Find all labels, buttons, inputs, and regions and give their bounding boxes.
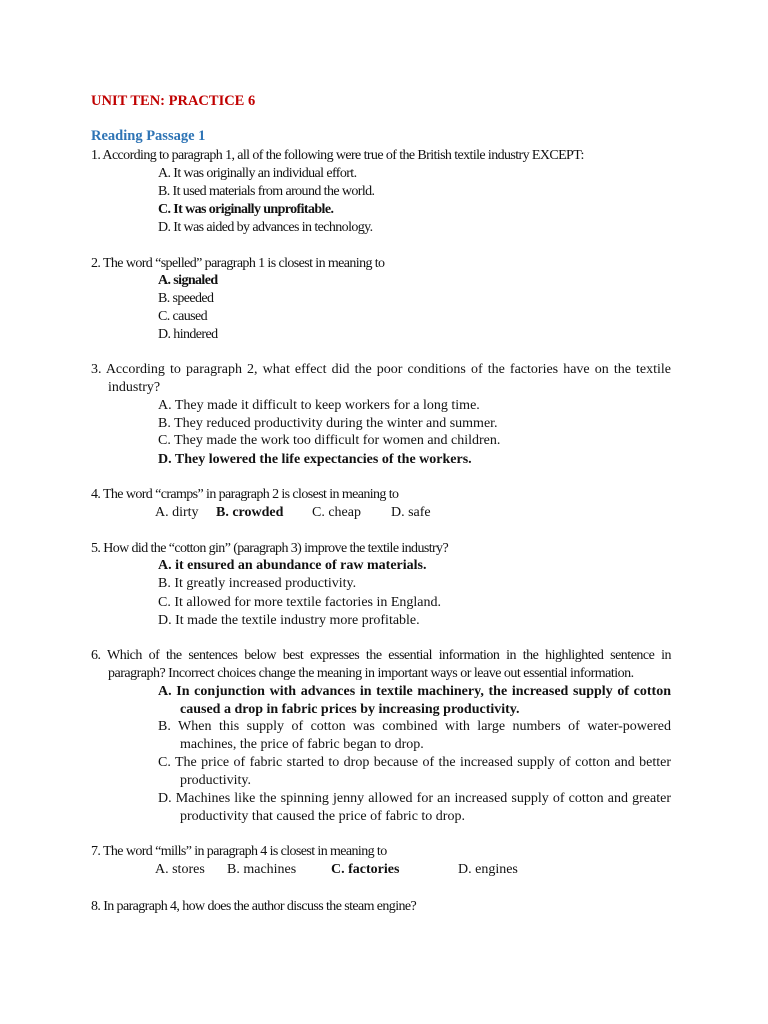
question-5-option-a: A. it ensured an abundance of raw materials. — [158, 558, 427, 573]
unit-title: UNIT TEN: PRACTICE 6 — [91, 93, 256, 109]
question-5-option-d: D. It made the textile industry more profitable. — [158, 613, 420, 628]
question-7-stem: 7. The word “mills” in paragraph 4 is closest in meaning to — [91, 844, 387, 859]
question-8-stem: 8. In paragraph 4, how does the author discuss the steam engine? — [91, 899, 417, 914]
question-2-option-a: A. signaled — [158, 273, 218, 288]
question-3-option-a: A. They made it difficult to keep workers for a long time. — [158, 398, 480, 413]
question-1-option-b: B. It used materials from around the world. — [158, 184, 375, 199]
question-3-option-d: D. They lowered the life expectancies of the workers. — [158, 452, 472, 467]
question-1-stem: 1. According to paragraph 1, all of the following were true of the British textile industry EXCEPT: — [91, 148, 584, 163]
question-4-option-d: D. safe — [391, 505, 431, 520]
question-6-stem: 6. Which of the sentences below best expresses the essential information in the highlighted sentence in paragraph? Incorrect choices change the meaning in important ways or leave out essential information. — [91, 648, 671, 681]
question-4-option-a: A. dirty — [155, 505, 199, 520]
question-5-stem: 5. How did the “cotton gin” (paragraph 3) improve the textile industry? — [91, 541, 449, 556]
question-1-option-c: C. It was originally unprofitable. — [158, 202, 334, 217]
question-4-stem: 4. The word “cramps” in paragraph 2 is closest in meaning to — [91, 487, 399, 502]
question-4-option-c: C. cheap — [312, 505, 361, 520]
question-2-stem: 2. The word “spelled” paragraph 1 is closest in meaning to — [91, 256, 385, 271]
question-1-option-a: A. It was originally an individual effort. — [158, 166, 357, 181]
question-5-option-b: B. It greatly increased productivity. — [158, 576, 357, 591]
question-7-option-c: C. factories — [331, 862, 400, 877]
question-7-option-d: D. engines — [458, 862, 518, 877]
question-1-option-d: D. It was aided by advances in technology. — [158, 220, 373, 235]
question-2-option-d: D. hindered — [158, 327, 218, 342]
question-7-option-b: B. machines — [227, 862, 297, 877]
question-6-option-a: A. In conjunction with advances in textile machinery, the increased supply of cotton caused a drop in fabric prices by increasing productivity. — [158, 684, 671, 717]
question-2-option-c: C. caused — [158, 309, 208, 324]
passage-title: Reading Passage 1 — [91, 128, 206, 144]
question-6-option-d: D. Machines like the spinning jenny allowed for an increased supply of cotton and greater productivity that caused the price of fabric to drop. — [158, 791, 671, 824]
question-3-option-b: B. They reduced productivity during the winter and summer. — [158, 416, 498, 431]
question-6-option-b: B. When this supply of cotton was combined with large numbers of water-powered machines, the price of fabric began to drop. — [158, 719, 671, 752]
question-2-option-b: B. speeded — [158, 291, 214, 306]
question-7-option-a: A. stores — [155, 862, 205, 877]
question-6-option-c: C. The price of fabric started to drop because of the increased supply of cotton and better productivity. — [158, 755, 671, 788]
question-3-option-c: C. They made the work too difficult for women and children. — [158, 433, 501, 448]
question-4-option-b: B. crowded — [216, 505, 284, 520]
question-5-option-c: C. It allowed for more textile factories in England. — [158, 595, 442, 610]
question-3-stem: 3. According to paragraph 2, what effect did the poor conditions of the factories have on the textile industry? — [91, 362, 671, 395]
